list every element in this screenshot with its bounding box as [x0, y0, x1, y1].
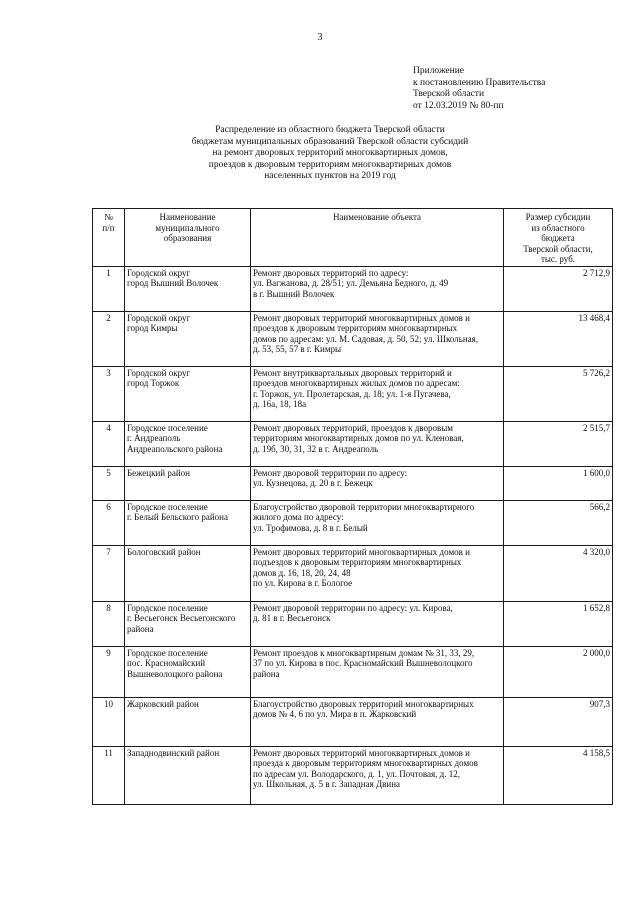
row-number: 11: [93, 746, 125, 804]
table-row: [93, 311, 613, 366]
table-row: [93, 500, 613, 545]
object-line: Ремонт дворовых территорий по адресу:: [253, 267, 409, 278]
object-line: по адресам ул. Володарского, д. 1, ул. Почтовая, д. 12,: [253, 768, 460, 779]
header-line: Размер субсидии: [525, 212, 591, 222]
object-line: в г. Вышний Волочек: [253, 288, 335, 299]
object-line: Ремонт дворовой территории по адресу:: [253, 467, 408, 478]
table-row: [93, 746, 613, 804]
municipality-line: Западнодвинский район: [127, 747, 220, 758]
municipality-line: Бежецкий район: [127, 467, 190, 478]
municipality-line: Городское поселение: [127, 602, 208, 613]
title-line: населенных пунктов на 2019 год: [264, 171, 396, 181]
municipality-line: Бологовский район: [127, 546, 201, 557]
object-line: ул. Школьная, д. 5 в г. Западная Двина: [253, 779, 401, 789]
object-cell: [251, 466, 504, 500]
object-cell: [251, 545, 504, 601]
header-line: тыс. руб.: [540, 254, 576, 264]
municipality-line: Андреапольского района: [127, 443, 223, 454]
row-number: 5: [93, 466, 125, 500]
object-cell: [251, 266, 504, 311]
municipality-cell: [125, 697, 251, 746]
municipality-cell: [125, 266, 251, 311]
appendix-line: Приложение: [413, 66, 464, 76]
municipality-cell: [125, 311, 251, 366]
amount-cell: 1 652,8: [504, 601, 613, 646]
header-line: образования: [163, 233, 212, 243]
municipality-line: город Торжок: [127, 378, 180, 388]
row-number: 2: [93, 311, 125, 366]
header-number: [93, 209, 125, 267]
amount-cell: 2 000,0: [504, 646, 613, 697]
object-line: проездов многоквартирных жилых домов по адресам:: [253, 378, 460, 388]
object-line: Ремонт дворовых территорий многоквартирных домов и: [253, 546, 470, 557]
table-row: [93, 366, 613, 421]
object-line: Ремонт внутриквартальных дворовых территорий и: [253, 367, 452, 378]
table-row: [93, 646, 613, 697]
object-line: Благоустройство дворовой территории многоквартирного: [253, 501, 475, 512]
object-line: домов д. 16, 18, 20, 24, 48: [253, 567, 351, 578]
table-row: [93, 421, 613, 466]
object-line: г. Торжок, ул. Пролетарская, д. 18; ул. 1-я Пугачева,: [253, 388, 451, 399]
municipality-cell: [125, 466, 251, 500]
row-number: 10: [93, 697, 125, 746]
object-cell: [251, 366, 504, 421]
municipality-line: района: [127, 623, 154, 634]
municipality-cell: [125, 366, 251, 421]
page-number: 3: [317, 32, 323, 43]
municipality-line: Городское поселение: [127, 422, 208, 433]
header-line: из областного: [531, 222, 585, 233]
object-cell: [251, 311, 504, 366]
object-line: территориям многоквартирных домов по ул. Кленовая,: [253, 433, 464, 443]
table-row: [93, 266, 613, 311]
amount-cell: 13 468,4: [504, 311, 613, 366]
table-row: [93, 697, 613, 746]
header-line: Наименование объекта: [332, 212, 422, 222]
object-cell: [251, 421, 504, 466]
municipality-line: Жарковский район: [127, 698, 199, 709]
object-line: д. 53, 55, 57 в г. Кимры: [253, 344, 342, 354]
municipality-line: Вышневолоцкого района: [127, 668, 223, 679]
header-object: [251, 209, 504, 267]
object-line: д. 16а, 18, 18а: [253, 399, 307, 409]
municipality-cell: [125, 421, 251, 466]
header-line: муниципального: [155, 222, 220, 233]
amount-cell: 566,2: [504, 500, 613, 545]
appendix-line: от 12.03.2019 № 80-пп: [413, 100, 504, 111]
header-line: №: [104, 212, 113, 222]
object-line: домов по адресам: ул. М. Садовая, д. 50, 52; ул. Школьная,: [253, 333, 479, 344]
municipality-line: Городской округ: [127, 312, 191, 323]
object-line: домов № 4, 6 по ул. Мира в п. Жарковский: [253, 709, 417, 719]
municipality-line: г. Андреаполь: [127, 433, 181, 443]
row-number: 6: [93, 500, 125, 545]
amount-cell: 2 515,7: [504, 421, 613, 466]
object-line: д. 19б, 30, 31, 32 в г. Андреаполь: [253, 443, 379, 454]
table-row: [93, 601, 613, 646]
header-municipality: [125, 209, 251, 267]
object-line: подъездов к дворовым территориям многоквартирных: [253, 557, 462, 567]
object-line: Ремонт дворовых территорий многоквартирных домов и: [253, 312, 470, 323]
object-line: ул. Кузнецова, д. 20 в г. Бежецк: [253, 478, 373, 488]
object-line: ул. Вагжанова, д. 28/51; ул. Демьяна Бедного, д. 49: [253, 278, 449, 288]
table-row: [93, 545, 613, 601]
row-number: 1: [93, 266, 125, 311]
municipality-line: Городское поселение: [127, 647, 208, 658]
header-line: Наименование: [159, 212, 216, 222]
title-line: бюджетам муниципальных образований Тверской области субсидий: [191, 136, 469, 147]
municipality-cell: [125, 545, 251, 601]
object-line: Ремонт проездов к многоквартирным домам № 31, 33, 29,: [253, 647, 475, 658]
object-line: Ремонт дворовой территории по адресу: ул. Кирова,: [253, 602, 453, 613]
title-line: проездов к дворовым территориям многоквартирных домов: [208, 159, 452, 170]
municipality-line: город Вышний Волочек: [127, 278, 219, 288]
object-cell: [251, 697, 504, 746]
object-line: д. 81 в г. Весьегонск: [253, 613, 331, 623]
appendix-line: Тверской области: [413, 89, 485, 99]
municipality-cell: [125, 746, 251, 804]
appendix-block: [413, 66, 545, 112]
object-line: жилого дома по адресу:: [253, 512, 344, 522]
header-line: Тверской области,: [523, 243, 593, 254]
header-line: бюджета: [541, 233, 575, 243]
appendix-line: к постановлению Правительства: [413, 77, 546, 88]
object-line: Ремонт дворовых территорий многоквартирных домов и: [253, 747, 470, 758]
municipality-line: г. Белый Бельского района: [127, 512, 228, 522]
municipality-line: Городской округ: [127, 267, 191, 278]
table-header: [93, 209, 613, 267]
object-line: 37 по ул. Кирова в пос. Красномайский Вышневолоцкого: [253, 658, 473, 668]
amount-cell: 1 600,0: [504, 466, 613, 500]
subsidy-table: [92, 208, 613, 805]
object-cell: [251, 500, 504, 545]
object-line: по ул. Кирова в г. Бологое: [253, 578, 353, 588]
object-cell: [251, 746, 504, 804]
municipality-line: Городской округ: [127, 367, 191, 378]
object-line: проездов к дворовым территориям многоквартирных: [253, 323, 458, 333]
header-row: [93, 209, 613, 267]
amount-cell: 2 712,9: [504, 266, 613, 311]
municipality-cell: [125, 646, 251, 697]
object-line: района: [253, 668, 280, 679]
municipality-cell: [125, 500, 251, 545]
amount-cell: 4 158,5: [504, 746, 613, 804]
table-row: [93, 466, 613, 500]
municipality-line: город Кимры: [127, 323, 178, 333]
header-amount: [504, 209, 613, 267]
object-cell: [251, 646, 504, 697]
table-body: [93, 266, 613, 804]
document-title: [140, 125, 520, 183]
row-number: 9: [93, 646, 125, 697]
amount-cell: 4 320,0: [504, 545, 613, 601]
object-line: проезда к дворовым территориям многоквартирных домов: [253, 758, 478, 768]
municipality-line: Городское поселение: [127, 501, 208, 512]
municipality-line: г. Весьегонск Весьегонского: [127, 613, 236, 623]
row-number: 4: [93, 421, 125, 466]
amount-cell: 5 726,2: [504, 366, 613, 421]
municipality-cell: [125, 601, 251, 646]
object-cell: [251, 601, 504, 646]
object-line: Ремонт дворовых территорий, проездов к дворовым: [253, 422, 453, 433]
title-line: Распределение из областного бюджета Тверской области: [215, 125, 445, 135]
object-line: Благоустройство дворовых территорий многоквартирных: [253, 698, 474, 709]
row-number: 8: [93, 601, 125, 646]
object-line: ул. Трофимова, д. 8 в г. Белый: [253, 522, 368, 533]
amount-cell: 907,3: [504, 697, 613, 746]
row-number: 3: [93, 366, 125, 421]
row-number: 7: [93, 545, 125, 601]
municipality-line: пос. Красномайский: [127, 658, 206, 668]
title-line: на ремонт дворовых территорий многоквартирных домов,: [212, 148, 448, 158]
header-line: п/п: [102, 222, 115, 233]
